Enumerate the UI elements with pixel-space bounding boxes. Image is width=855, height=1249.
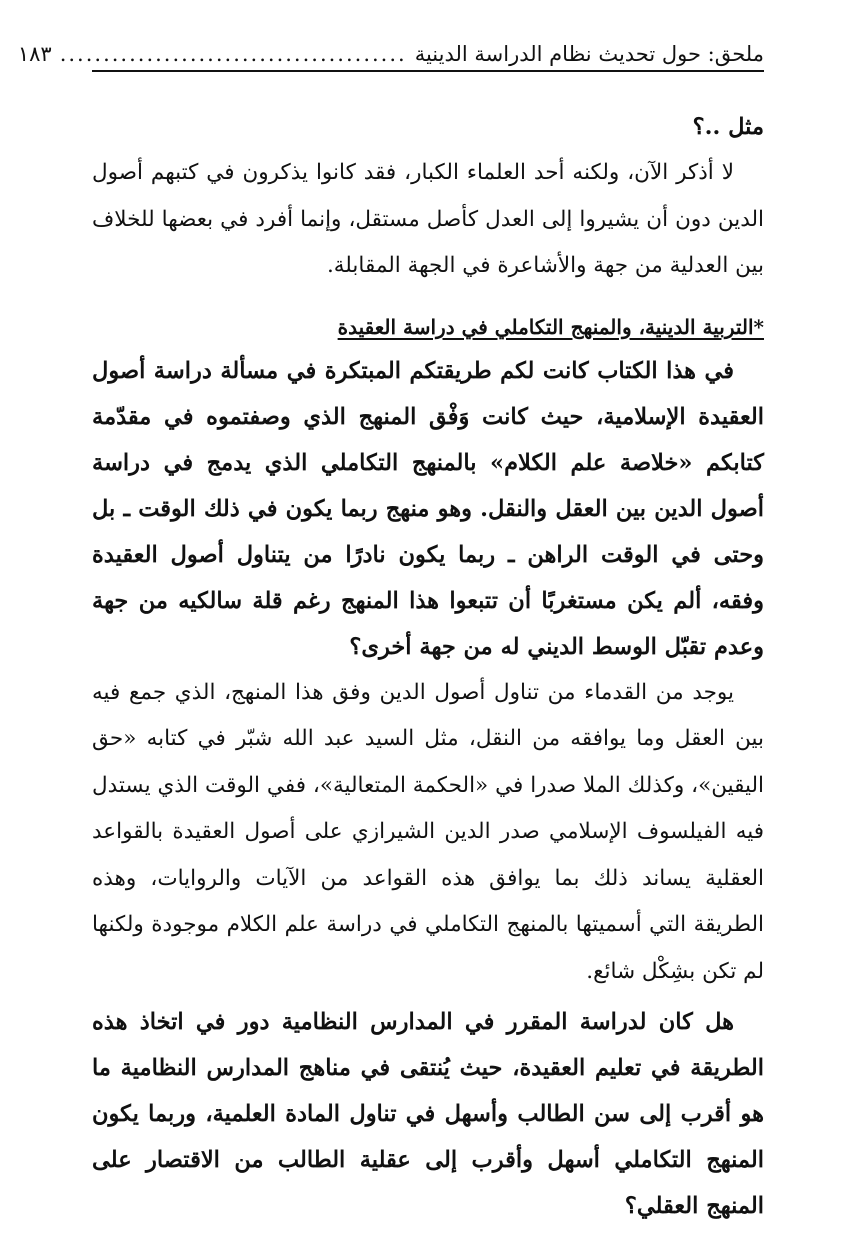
- question-paragraph: في هذا الكتاب كانت لكم طريقتكم المبتكرة في مسألة دراسة أصول العقيدة الإسلامية، حيث كانت وَفْق المنهج الذي وصفتموه في مقدّمة كتابكم «خلاصة علم الكلام» بالمنهج التكاملي الذي يدمج في دراسة أصول الدين بين العقل والنقل. وهو منهج ربما يكون في ذلك الوقت ـ بل وحتى في الوقت الراهن ـ ربما يكون نادرًا من يتناول أصول العقيدة وفقه، ألم يكن مستغربًا أن تتبعوا هذا المنهج رغم قلة سالكيه من جهة وعدم تقبّل الوسط الديني له من جهة أخرى؟: [92, 357, 764, 660]
- question-paragraph: مثل ..؟: [692, 114, 764, 140]
- running-header: [17, 30, 764, 72]
- answer-paragraph: يوجد من القدماء من تناول أصول الدين وفق هذا المنهج، الذي جمع فيه بين العقل وما يوافقه من النقل، مثل السيد عبد الله شبّر في كتابه «حق اليقين»، وكذلك الملا صدرا في «الحكمة المتعالية»، ففي الوقت الذي يستدل فيه الفيلسوف الإسلامي صدر الدين الشيرازي على أصول العقيدة بالقواعد العقلية يساند ذلك بما يوافق هذه القواعد من الآيات والروايات، وهذه الطريقة التي أسميتها بالمنهج التكاملي في دراسة علم الكلام موجودة ولكنها لم تكن بشِكْل شائع.: [92, 679, 764, 984]
- answer-paragraph: لا أذكر الآن، ولكنه أحد العلماء الكبار، فقد كانوا يذكرون في كتبهم أصول الدين دون أن يشيروا إلى العدل كأصل مستقل، وإنما أفرد في بعضها للخلاف بين العدلية من جهة والأشاعرة في الجهة المقابلة.: [92, 160, 764, 278]
- book-page: [17, 30, 764, 1229]
- section-heading: *التربية الدينية، والمنهج التكاملي في دراسة العقيدة: [337, 314, 764, 339]
- page-body: [92, 104, 764, 1229]
- page-number: ١٨٣: [17, 42, 52, 66]
- leader-dots: ........................................: [59, 42, 407, 66]
- running-header-title: ملحق: حول تحديث نظام الدراسة الدينية: [414, 42, 764, 66]
- question-paragraph: هل كان لدراسة المقرر في المدارس النظامية دور في اتخاذ هذه الطريقة في تعليم العقيدة، حيث يُنتقى في مناهج المدارس النظامية ما هو أقرب إلى سن الطالب وأسهل في تناول المادة العلمية، وربما يكون المنهج التكاملي أسهل وأقرب إلى عقلية الطالب من الاقتصار على المنهج العقلي؟: [92, 1009, 764, 1219]
